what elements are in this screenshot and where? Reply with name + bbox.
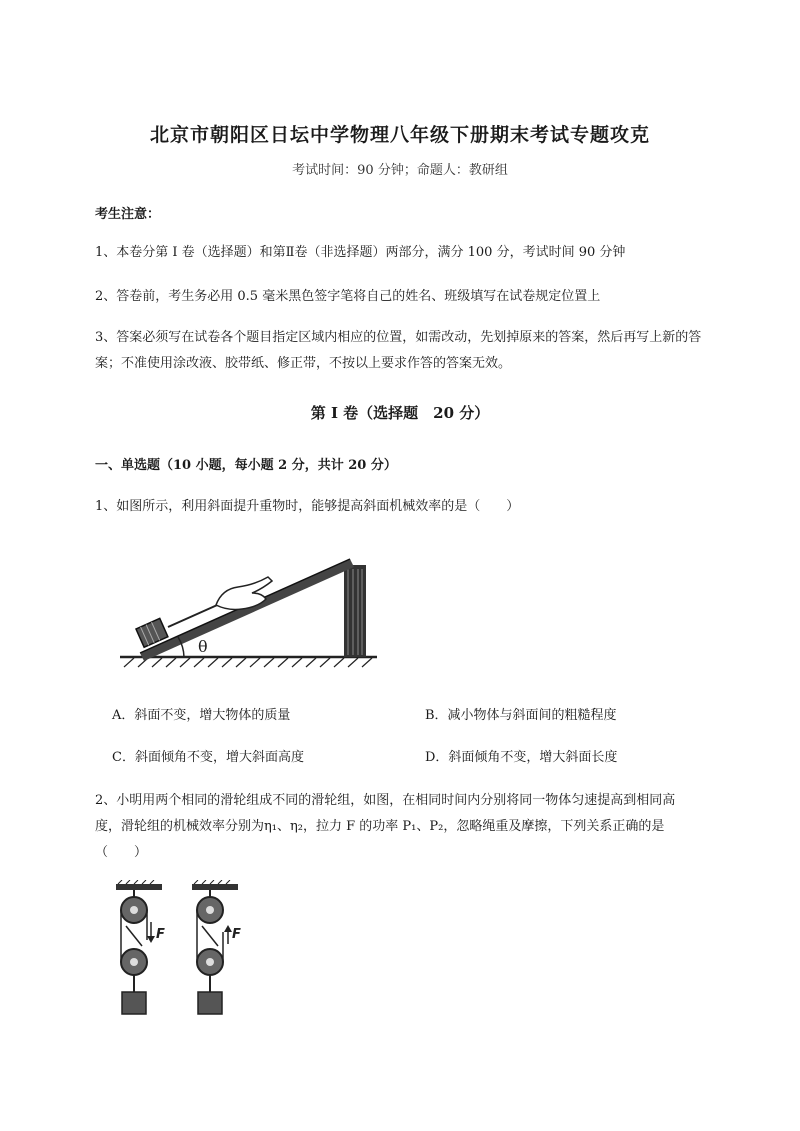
incline-figure	[112, 545, 382, 675]
pulley-figure	[112, 880, 252, 1020]
force-label-left: F	[156, 927, 165, 942]
incline-plank	[140, 559, 354, 661]
pulley-system-right	[192, 880, 241, 1014]
angle-label: θ	[198, 637, 208, 656]
option-a: A．斜面不变，增大物体的质量	[112, 708, 291, 723]
notice-item-2: 2、答卷前，考生务必用 0.5 毫米黑色签字笔将自己的姓名、班级填写在试卷规定位置上	[95, 289, 601, 304]
option-c: C．斜面倾角不变，增大斜面高度	[112, 750, 304, 765]
part-title: 一、单选题（10 小题，每小题 2 分，共计 20 分）	[95, 458, 397, 473]
option-d: D．斜面倾角不变，增大斜面长度	[425, 750, 618, 765]
question-1-stem: 1、如图所示，利用斜面提升重物时，能够提高斜面机械效率的是（ ）	[95, 499, 520, 514]
weight-left	[122, 992, 146, 1014]
notice-item-1: 1、本卷分第 I 卷（选择题）和第Ⅱ卷（非选择题）两部分，满分 100 分，考试时间 90 分钟	[95, 245, 626, 260]
force-label-right: F	[232, 927, 241, 942]
notice-heading: 考生注意：	[95, 207, 161, 222]
exam-subtitle: 考试时间：90 分钟；命题人：教研组	[292, 163, 508, 178]
ground-hatching	[124, 658, 372, 667]
section-title: 第 I 卷（选择题 20 分）	[310, 404, 490, 422]
exam-title: 北京市朝阳区日坛中学物理八年级下册期末考试专题攻克	[149, 124, 650, 146]
weight-right	[198, 992, 222, 1014]
pulley-system-left	[116, 880, 165, 1014]
support-column	[344, 565, 366, 657]
option-b: B．减小物体与斜面间的粗糙程度	[425, 708, 617, 723]
question-2-stem-line-3: （ ）	[95, 845, 148, 860]
question-2-stem-line-2: 度，滑轮组的机械效率分别为η₁、η₂，拉力 F 的功率 P₁、P₂，忽略绳重及摩擦，下列关系正确的是	[95, 819, 665, 834]
notice-item-3: 3、答案必须写在试卷各个题目指定区域内相应的位置，如需改动，先划掉原来的答案，然后再写上新的答案；不准使用涂改液、胶带纸、修正带，不按以上要求作答的答案无效。	[95, 330, 702, 371]
question-2-stem-line-1: 2、小明用两个相同的滑轮组成不同的滑轮组，如图，在相同时间内分别将同一物体匀速提高到相同高	[95, 793, 676, 808]
